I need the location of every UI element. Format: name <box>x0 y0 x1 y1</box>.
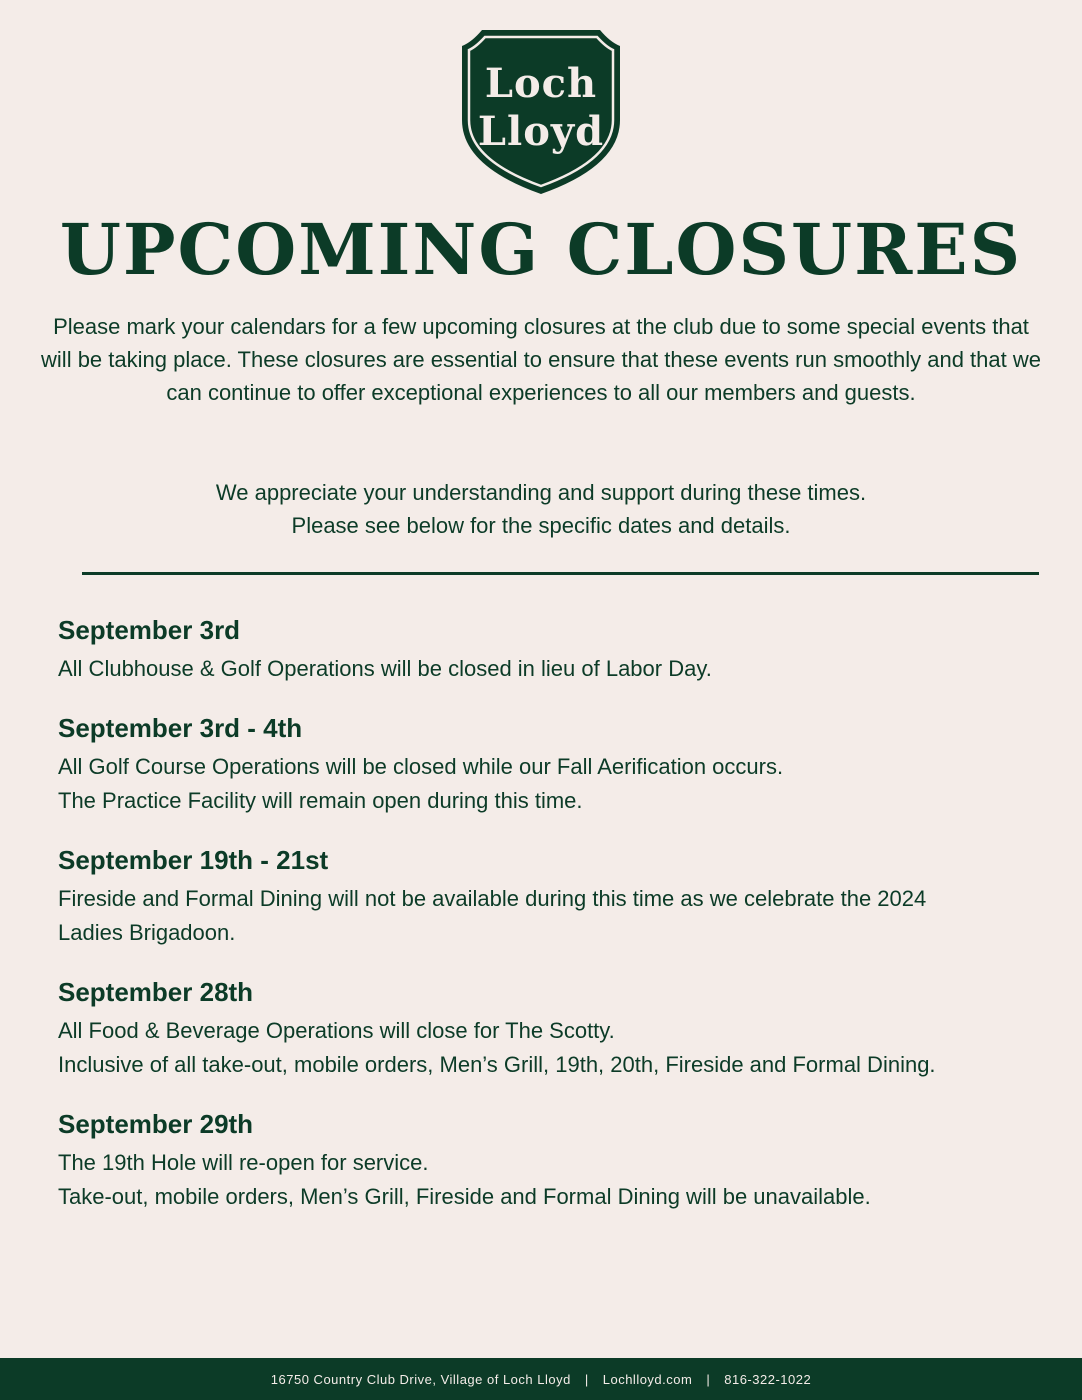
section-divider <box>82 572 1039 575</box>
closure-detail: All Clubhouse & Golf Operations will be closed in lieu of Labor Day. <box>58 656 712 681</box>
appreciation-line: We appreciate your understanding and support during these times. <box>215 480 867 505</box>
logo-line-lloyd: Lloyd <box>477 108 605 155</box>
closure-detail: Ladies Brigadoon. <box>58 920 236 945</box>
closure-item <box>58 974 1058 1082</box>
closure-detail: All Food & Beverage Operations will close for The Scotty. <box>58 1018 615 1043</box>
closure-detail: The Practice Facility will remain open during this time. <box>58 788 583 813</box>
intro-paragraph: Please mark your calendars for a few upcoming closures at the club due to some special events that will be taking place. These closures are essential to ensure that these events run smoothly and that we can continue to offer exceptional experiences to all our members and guests. <box>41 314 1041 405</box>
footer-separator: | <box>706 1371 711 1387</box>
logo-line-loch: Loch <box>484 60 598 107</box>
details-line: Please see below for the specific dates and details. <box>291 513 791 538</box>
closure-item <box>58 1106 1058 1214</box>
closure-date: September 29th <box>58 1109 254 1139</box>
closure-item <box>58 612 1058 686</box>
closure-date: September 19th - 21st <box>58 845 329 875</box>
footer-bar <box>0 1358 1082 1400</box>
closure-date: September 3rd <box>58 615 241 645</box>
closure-detail: Fireside and Formal Dining will not be available during this time as we celebrate the 2024 <box>58 886 927 911</box>
footer-separator: | <box>584 1371 589 1387</box>
closure-item <box>58 710 1058 818</box>
footer-address: 16750 Country Club Drive, Village of Loch Lloyd <box>270 1371 571 1387</box>
closure-item <box>58 842 1058 950</box>
closure-detail: All Golf Course Operations will be closed while our Fall Aerification occurs. <box>58 754 784 779</box>
footer-website-link[interactable]: Lochlloyd.com <box>602 1371 693 1387</box>
loch-lloyd-logo <box>460 28 622 196</box>
closure-detail: Take-out, mobile orders, Men’s Grill, Fireside and Formal Dining will be unavailable. <box>58 1184 871 1209</box>
closure-detail: The 19th Hole will re-open for service. <box>58 1150 429 1175</box>
closure-date: September 3rd - 4th <box>58 713 303 743</box>
page-title: UPCOMING CLOSURES <box>59 208 1023 291</box>
appreciation-paragraph <box>40 476 1042 542</box>
footer-phone[interactable]: 816-322-1022 <box>724 1371 812 1387</box>
closures-list <box>58 612 1058 1238</box>
closure-date: September 28th <box>58 977 254 1007</box>
closure-detail: Inclusive of all take-out, mobile orders, Men’s Grill, 19th, 20th, Fireside and Formal Dining. <box>58 1052 936 1077</box>
